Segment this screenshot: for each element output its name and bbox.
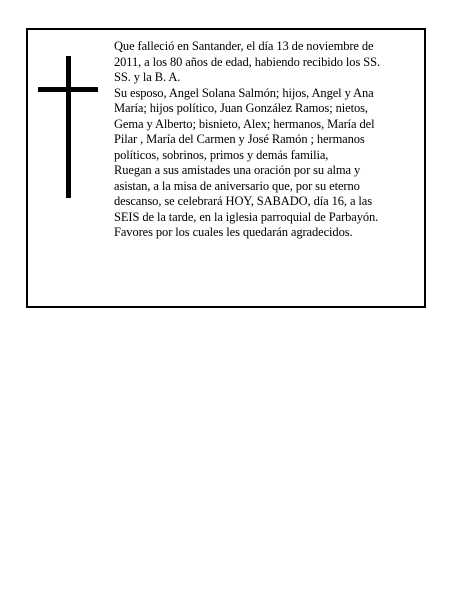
notice-text: Que falleció en Santander, el día 13 de noviembre de 2011, a los 80 años de edad, habiendo recibido los SS. SS. y la B. A. Su esposo, Angel Solana Salmón; hijos, Angel y Ana María; hijos político, Juan González Ramos; nietos, Gema y Alberto; bisnieto, Alex; hermanos, María del Pilar , María del Carmen y José Ramón ; hermanos políticos, sobrinos, primos y demás familia, Ruegan a sus amistades una oración por su alma y asistan, a la misa de aniversario que, por su eterno descanso, se celebrará HOY, SABADO, día 16, a las SEIS de la tarde, en la iglesia parroquial de Parbayón. Favores por los cuales les quedarán agradecidos. [114,39,380,239]
cross-icon [38,56,98,198]
cross-vertical-bar [66,56,71,198]
cross-horizontal-bar [38,87,98,92]
obituary-notice [26,28,426,308]
